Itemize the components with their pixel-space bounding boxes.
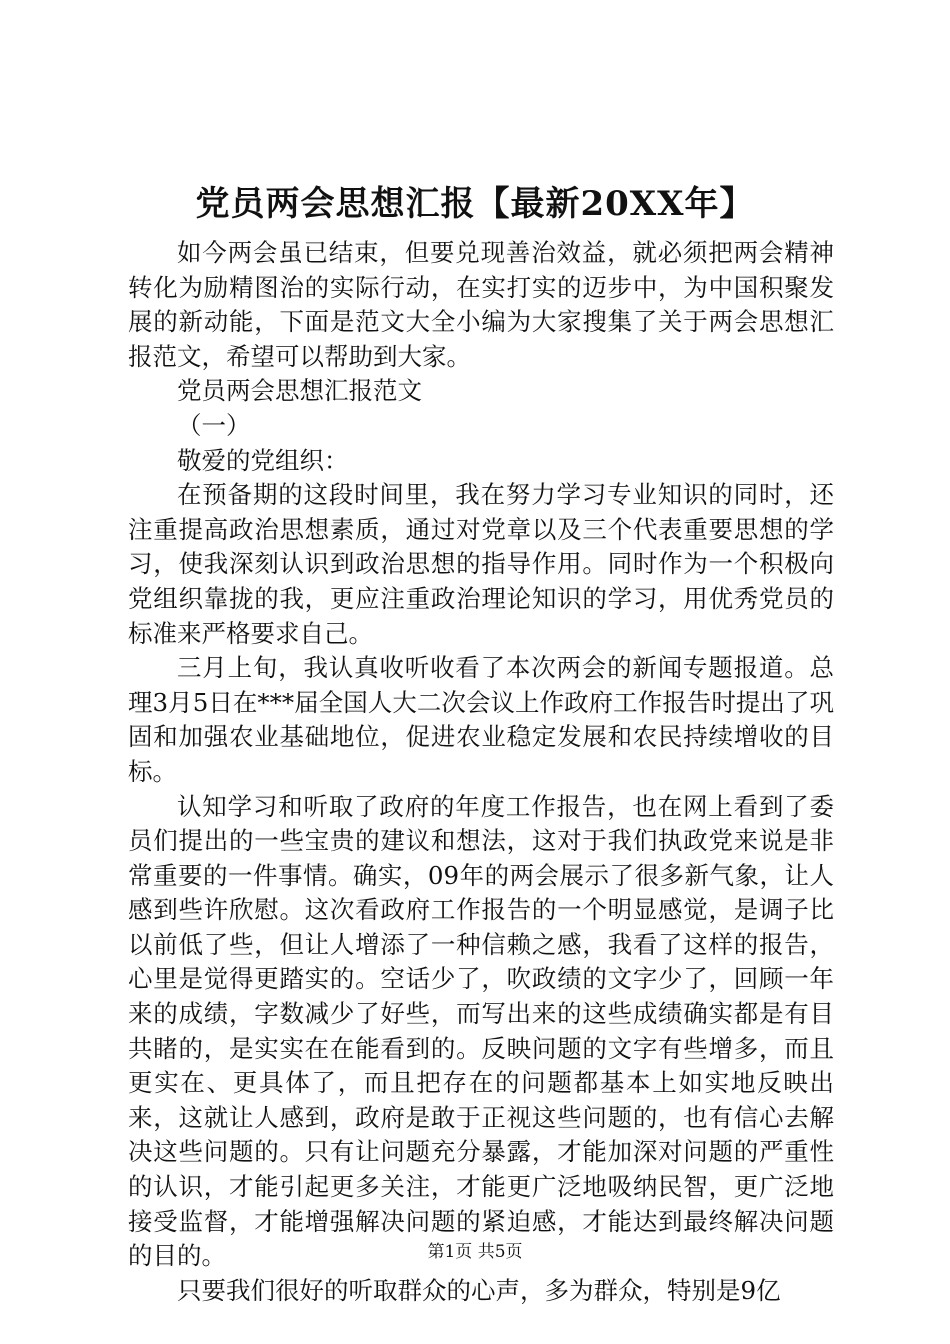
page-number-footer: 第1页 共5页 [427,1242,523,1262]
document-title: 党员两会思想汇报【最新20XX年】 [195,184,755,224]
salutation: 敬爱的党组织： [177,445,349,475]
intro-paragraph: 如今两会虽已结束，但要兑现善治效益，就必须把两会精神转化为励精图治的实际行动，在实打实的迈步中，为中国积聚发展的新动能，下面是范文大全小编为大家搜集了关于两会思想汇报范文，希望可以帮助到大家。 [128,238,834,371]
body-paragraph: 只要我们很好的听取群众的心声，多为群众，特别是9亿 [177,1275,781,1305]
body-paragraph: 在预备期的这段时间里，我在努力学习专业知识的同时，还注重提高政治思想素质，通过对党章以及三个代表重要思想的学习，使我深刻认识到政治思想的指导作用。同时作为一个积极向党组织靠拢的我，更应注重政治理论知识的学习，用优秀党员的标准来严格要求自己。 [128,480,834,648]
section-number: （一） [177,410,251,440]
body-paragraph: 认知学习和听取了政府的年度工作报告，也在网上看到了委员们提出的一些宝贵的建议和想法，这对于我们执政党来说是非常重要的一件事情。确实，09年的两会展示了很多新气象，让人感到些许欣慰。这次看政府工作报告的一个明显感觉，是调子比以前低了些，但让人增添了一种信赖之感，我看了这样的报告，心里是觉得更踏实的。空话少了，吹政绩的文字少了，回顾一年来的成绩，字数减少了好些，而写出来的这些成绩确实都是有目共睹的，是实实在在能看到的。反映问题的文字有些增多，而且更实在、更具体了，而且把存在的问题都基本上如实地反映出来，这就让人感到，政府是敢于正视这些问题的，也有信心去解决这些问题的。只有让问题充分暴露，才能加深对问题的严重性的认识，才能引起更多关注，才能更广泛地吸纳民智，更广泛地接受监督，才能增强解决问题的紧迫感，才能达到最终解决问题的目的。 [128,791,834,1271]
document-body [128,236,834,1308]
body-paragraph: 三月上旬，我认真收听收看了本次两会的新闻专题报道。总理3月5日在***届全国人大二次会议上作政府工作报告时提出了巩固和加强农业基础地位，促进农业稳定发展和农民持续增收的目标。 [128,653,834,786]
section-heading: 党员两会思想汇报范文 [177,376,422,406]
